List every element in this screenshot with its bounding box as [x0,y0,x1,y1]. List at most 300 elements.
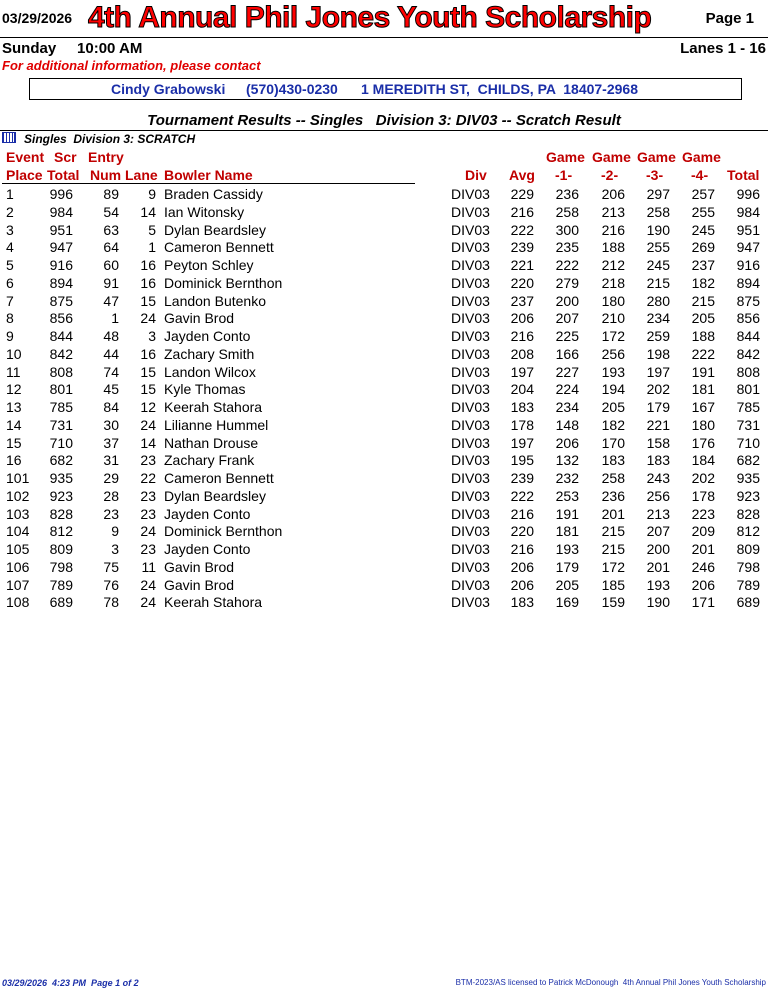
cell-lane: 24 [140,523,156,540]
cell-div: DIV03 [451,221,490,238]
cell-lane: 15 [140,363,156,380]
cell-g3: 297 [646,186,670,202]
cell-g4: 237 [691,257,715,273]
cell-g1: 206 [555,434,579,451]
cell-div: DIV03 [451,558,490,575]
cell-div: DIV03 [451,310,490,327]
col-event-place-1: Event [6,149,45,165]
cell-g2: 236 [601,487,625,504]
cell-avg: 221 [510,257,534,273]
cell-name: Gavin Brod [164,558,235,575]
cell-g2: 193 [601,363,625,380]
cell-g3: 213 [646,505,670,522]
col-game2-2: -2- [601,167,619,183]
cell-g1: 148 [555,416,579,433]
cell-div: DIV03 [451,363,490,380]
cell-lane: 16 [140,345,156,362]
cell-entry: 75 [103,558,119,575]
section-divider [0,130,768,131]
cell-avg: 239 [510,239,534,256]
col-lane: Lane [125,167,158,183]
table-row [0,309,768,327]
cell-scr: 798 [49,558,73,575]
cell-scr: 947 [49,239,73,256]
col-entry-num-1: Entry [88,149,124,165]
cell-entry: 60 [103,257,119,273]
cell-total: 856 [736,310,760,327]
cell-g3: 190 [646,221,670,238]
table-row [0,434,768,452]
table-row [0,185,768,203]
cell-g4: 191 [691,363,715,380]
cell-place: 106 [6,558,30,575]
cell-g1: 166 [555,345,579,362]
cell-name: Dominick Bernthon [164,274,283,291]
cell-total: 731 [736,416,760,433]
header-divider [0,37,768,38]
cell-scr: 875 [49,292,73,309]
cell-entry: 89 [103,186,119,202]
cell-scr: 809 [49,541,73,557]
cell-g4: 257 [691,186,715,202]
col-scr-total-2: Total [47,167,80,183]
cell-name: Braden Cassidy [164,186,263,202]
tournament-title: 4th Annual Phil Jones Youth Scholarship [88,1,652,34]
cell-place: 14 [6,416,22,433]
table-row [0,398,768,416]
table-row [0,416,768,434]
cell-g2: 182 [601,416,625,433]
cell-entry: 28 [103,487,119,504]
cell-place: 102 [6,487,30,504]
cell-div: DIV03 [451,381,490,398]
cell-total: 812 [736,523,760,540]
footer-license: BTM-2023/AS licensed to Patrick McDonough 4th Annual Phil Jones Youth Scholarship [455,978,766,987]
cell-div: DIV03 [451,345,490,362]
cell-g3: 158 [646,434,670,451]
cell-lane: 14 [140,434,156,451]
table-row [0,203,768,221]
table-row [0,345,768,363]
cell-scr: 812 [49,523,73,540]
cell-g2: 213 [601,203,625,220]
table-row [0,380,768,398]
cell-name: Keerah Stahora [164,594,263,611]
cell-name: Cameron Bennett [164,470,274,486]
cell-scr: 731 [49,416,73,433]
col-game4-1: Game [682,149,721,165]
col-bowler-name: Bowler Name [164,167,253,183]
table-row [0,487,768,505]
cell-g4: 167 [691,399,715,415]
cell-lane: 16 [140,257,156,273]
cell-g3: 200 [646,541,670,557]
cell-g2: 206 [601,186,625,202]
cell-g1: 205 [555,576,579,593]
cell-div: DIV03 [451,576,490,593]
cell-entry: 1 [111,310,119,327]
cell-name: Peyton Schley [164,257,254,273]
cell-g4: 188 [691,328,715,344]
cell-scr: 856 [49,310,73,327]
cell-lane: 24 [140,416,156,433]
cell-g4: 255 [691,203,715,220]
cell-g1: 207 [555,310,579,327]
contact-address: 1 MEREDITH ST, CHILDS, PA 18407-2968 [361,81,638,97]
cell-g1: 169 [555,594,579,611]
contact-box [29,78,742,100]
cell-name: Gavin Brod [164,576,235,593]
cell-g1: 179 [555,558,579,575]
cell-g4: 215 [691,292,715,309]
cell-name: Nathan Drouse [164,434,259,451]
cell-g1: 193 [555,541,579,557]
cell-div: DIV03 [451,523,490,540]
cell-scr: 923 [49,487,73,504]
cell-name: Ian Witonsky [164,203,245,220]
cell-name: Jayden Conto [164,328,251,344]
cell-entry: 64 [103,239,119,256]
cell-avg: 178 [510,416,534,433]
cell-avg: 222 [510,221,534,238]
cell-entry: 48 [103,328,119,344]
cell-g2: 201 [601,505,625,522]
cell-scr: 710 [49,434,73,451]
cell-total: 710 [736,434,760,451]
cell-g4: 201 [691,541,715,557]
cell-g2: 215 [601,523,625,540]
cell-avg: 216 [510,541,534,557]
cell-g3: 198 [646,345,670,362]
cell-name: Gavin Brod [164,310,235,327]
table-row [0,469,768,487]
cell-name: Jayden Conto [164,505,251,522]
cell-total: 935 [736,470,760,486]
cell-g2: 188 [601,239,625,256]
cell-name: Kyle Thomas [164,381,246,398]
cell-total: 785 [736,399,760,415]
col-entry-num-2: Num [90,167,122,183]
cell-scr: 842 [49,345,73,362]
cell-avg: 197 [510,434,534,451]
cell-scr: 984 [49,203,73,220]
cell-avg: 208 [510,345,534,362]
col-game1-1: Game [546,149,585,165]
cell-name: Landon Wilcox [164,363,256,380]
cell-total: 923 [736,487,760,504]
cell-entry: 63 [103,221,119,238]
table-row [0,327,768,345]
col-game3-2: -3- [646,167,664,183]
cell-place: 15 [6,434,22,451]
cell-name: Dylan Beardsley [164,487,266,504]
cell-name: Lilianne Hummel [164,416,269,433]
contact-name: Cindy Grabowski [111,81,226,97]
cell-place: 2 [6,203,14,220]
cell-place: 1 [6,186,14,202]
cell-g2: 170 [601,434,625,451]
report-date: 03/29/2026 [2,10,73,26]
cell-div: DIV03 [451,452,490,469]
cell-entry: 23 [103,505,119,522]
cell-place: 13 [6,399,22,415]
lanes-range: Lanes 1 - 16 [680,40,766,57]
cell-g4: 182 [691,274,715,291]
cell-name: Dominick Bernthon [164,523,283,540]
cell-div: DIV03 [451,470,490,486]
cell-entry: 44 [103,345,119,362]
cell-div: DIV03 [451,416,490,433]
cell-place: 7 [6,292,14,309]
cell-g3: 183 [646,452,670,469]
cell-div: DIV03 [451,239,490,256]
cell-name: Zachary Smith [164,345,255,362]
cell-place: 16 [6,452,22,469]
cell-place: 8 [6,310,14,327]
cell-g4: 209 [691,523,715,540]
column-header-underline [2,183,415,184]
cell-g4: 181 [691,381,715,398]
cell-place: 10 [6,345,22,362]
cell-div: DIV03 [451,487,490,504]
cell-entry: 84 [103,399,119,415]
cell-g1: 200 [555,292,579,309]
cell-g2: 159 [601,594,625,611]
cell-lane: 22 [140,470,156,486]
cell-g3: 193 [646,576,670,593]
cell-entry: 78 [103,594,119,611]
cell-div: DIV03 [451,186,490,202]
cell-g1: 181 [555,523,579,540]
section-title: Singles Division 3: SCRATCH [24,132,196,146]
cell-place: 3 [6,221,14,238]
cell-avg: 229 [510,186,534,202]
table-row [0,221,768,239]
cell-g1: 132 [555,452,579,469]
cell-g3: 234 [646,310,670,327]
cell-g2: 210 [601,310,625,327]
cell-scr: 689 [49,594,73,611]
cell-g2: 172 [601,558,625,575]
cell-total: 844 [736,328,760,344]
cell-lane: 5 [148,221,156,238]
cell-scr: 789 [49,576,73,593]
cell-g4: 269 [691,239,715,256]
cell-scr: 828 [49,505,73,522]
cell-g4: 206 [691,576,715,593]
cell-g3: 202 [646,381,670,398]
cell-g4: 176 [691,434,715,451]
cell-g1: 253 [555,487,579,504]
cell-g2: 258 [601,470,625,486]
cell-avg: 206 [510,310,534,327]
cell-g1: 191 [555,505,579,522]
cell-g3: 221 [646,416,670,433]
scoresheet-icon [2,132,16,143]
cell-avg: 195 [510,452,534,469]
cell-place: 12 [6,381,22,398]
table-row [0,558,768,576]
cell-avg: 220 [510,274,534,291]
cell-lane: 3 [148,328,156,344]
cell-g2: 185 [601,576,625,593]
cell-div: DIV03 [451,505,490,522]
cell-place: 104 [6,523,30,540]
cell-avg: 183 [510,594,534,611]
results-subtitle: Tournament Results -- Singles Division 3: DIV03 -- Scratch Result [147,112,621,129]
cell-entry: 54 [103,203,119,220]
cell-total: 875 [736,292,760,309]
cell-g2: 194 [601,381,625,398]
cell-total: 789 [736,576,760,593]
cell-scr: 996 [49,186,73,202]
cell-g2: 218 [601,274,625,291]
cell-avg: 204 [510,381,534,398]
table-row [0,540,768,558]
cell-g3: 243 [646,470,670,486]
cell-avg: 197 [510,363,534,380]
cell-g1: 222 [555,257,579,273]
cell-place: 4 [6,239,14,256]
cell-div: DIV03 [451,292,490,309]
cell-total: 984 [736,203,760,220]
cell-g4: 180 [691,416,715,433]
cell-g1: 236 [555,186,579,202]
cell-g2: 215 [601,541,625,557]
cell-avg: 237 [510,292,534,309]
cell-avg: 239 [510,470,534,486]
cell-lane: 11 [141,558,156,575]
cell-div: DIV03 [451,257,490,273]
cell-div: DIV03 [451,203,490,220]
col-game3-1: Game [637,149,676,165]
cell-entry: 76 [103,576,119,593]
cell-name: Zachary Frank [164,452,255,469]
cell-name: Jayden Conto [164,541,251,557]
cell-total: 894 [736,274,760,291]
info-text: For additional information, please contact [2,58,261,73]
page-number: Page 1 [705,10,754,27]
cell-g2: 205 [601,399,625,415]
cell-g1: 224 [555,381,579,398]
cell-div: DIV03 [451,594,490,611]
cell-name: Landon Butenko [164,292,266,309]
cell-lane: 12 [140,399,156,415]
table-row [0,363,768,381]
cell-g1: 300 [555,221,579,238]
cell-lane: 15 [140,292,156,309]
cell-entry: 74 [103,363,119,380]
cell-lane: 24 [140,310,156,327]
cell-scr: 951 [49,221,73,238]
cell-total: 809 [736,541,760,557]
cell-g2: 180 [601,292,625,309]
cell-avg: 220 [510,523,534,540]
cell-g3: 245 [646,257,670,273]
col-game2-1: Game [592,149,631,165]
cell-lane: 23 [140,452,156,469]
cell-g3: 255 [646,239,670,256]
table-row [0,256,768,274]
cell-lane: 1 [148,239,156,256]
cell-avg: 183 [510,399,534,415]
cell-lane: 23 [140,487,156,504]
cell-g3: 258 [646,203,670,220]
cell-g3: 280 [646,292,670,309]
cell-place: 101 [6,470,30,486]
cell-scr: 935 [49,470,73,486]
cell-scr: 808 [49,363,73,380]
contact-phone: (570)430-0230 [246,81,338,97]
cell-div: DIV03 [451,434,490,451]
cell-g2: 212 [601,257,625,273]
cell-g4: 202 [691,470,715,486]
cell-lane: 24 [140,576,156,593]
cell-total: 801 [736,381,760,398]
cell-total: 828 [736,505,760,522]
cell-lane: 23 [140,541,156,557]
cell-g4: 178 [691,487,715,504]
cell-g4: 205 [691,310,715,327]
cell-scr: 801 [49,381,73,398]
cell-lane: 15 [140,381,156,398]
cell-g1: 235 [555,239,579,256]
cell-div: DIV03 [451,274,490,291]
cell-entry: 30 [103,416,119,433]
cell-total: 798 [736,558,760,575]
cell-g3: 207 [646,523,670,540]
cell-g2: 216 [601,221,625,238]
cell-g4: 184 [691,452,715,469]
cell-avg: 216 [510,505,534,522]
col-game4-2: -4- [691,167,709,183]
cell-place: 11 [6,363,21,380]
cell-scr: 785 [49,399,73,415]
cell-total: 916 [736,257,760,273]
cell-g2: 183 [601,452,625,469]
cell-total: 842 [736,345,760,362]
cell-entry: 47 [103,292,119,309]
cell-g3: 201 [646,558,670,575]
cell-entry: 9 [111,523,119,540]
col-avg: Avg [509,167,535,183]
cell-div: DIV03 [451,541,490,557]
cell-g3: 215 [646,274,670,291]
cell-place: 108 [6,594,30,611]
cell-g3: 190 [646,594,670,611]
cell-name: Keerah Stahora [164,399,263,415]
cell-name: Cameron Bennett [164,239,274,256]
table-row [0,576,768,594]
cell-scr: 844 [49,328,73,344]
cell-place: 6 [6,274,14,291]
table-row [0,292,768,310]
cell-g4: 223 [691,505,715,522]
table-row [0,451,768,469]
cell-g4: 171 [691,594,715,611]
cell-g3: 197 [646,363,670,380]
cell-g1: 227 [555,363,579,380]
cell-g3: 259 [646,328,670,344]
cell-total: 808 [736,363,760,380]
cell-name: Dylan Beardsley [164,221,266,238]
table-row [0,505,768,523]
cell-lane: 14 [140,203,156,220]
cell-entry: 45 [103,381,119,398]
cell-place: 5 [6,257,14,273]
cell-avg: 206 [510,558,534,575]
cell-g4: 222 [691,345,715,362]
